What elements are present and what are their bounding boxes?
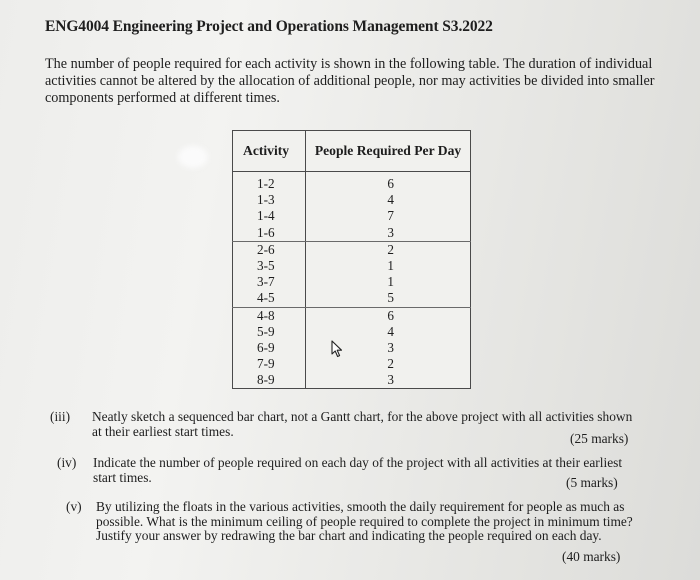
table-row (233, 192, 471, 208)
question-number: (v) (66, 499, 82, 514)
people-cell: 6 (306, 172, 471, 193)
table-row (233, 172, 471, 193)
table-row (233, 208, 471, 224)
activity-cell: 1-3 (233, 192, 306, 208)
table-row (233, 258, 471, 274)
table-row (233, 324, 471, 340)
activity-cell: 2-6 (233, 241, 306, 258)
question-text (92, 410, 632, 439)
header-people-required: People Required Per Day (306, 131, 471, 172)
people-cell: 7 (306, 208, 471, 224)
question-line: By utilizing the floats in the various activities, smooth the daily requirement for people as much as (96, 499, 625, 514)
header-activity: Activity (233, 131, 306, 172)
activity-cell: 1-6 (233, 225, 306, 242)
people-cell: 6 (306, 307, 471, 324)
question-line: Neatly sketch a sequenced bar chart, not a Gantt chart, for the above project with all activities shown (92, 409, 633, 424)
activity-cell: 3-7 (233, 274, 306, 290)
activity-cell: 4-5 (233, 290, 306, 307)
activity-cell: 5-9 (233, 324, 306, 340)
people-cell: 5 (306, 290, 471, 307)
question-line: Indicate the number of people required on each day of the project with all activities at their earliest (93, 455, 623, 470)
activity-cell: 7-9 (233, 356, 306, 372)
people-cell: 4 (306, 324, 471, 340)
activity-cell: 1-4 (233, 208, 306, 224)
people-cell: 3 (306, 225, 471, 242)
people-cell: 2 (306, 356, 471, 372)
marks-iii: (25 marks) (570, 431, 629, 446)
table-row (233, 340, 471, 356)
table-row (233, 307, 471, 324)
people-cell: 4 (306, 192, 471, 208)
marks-iv: (5 marks) (566, 475, 618, 490)
question-text (96, 500, 633, 544)
document-title: ENG4004 Engineering Project and Operations Management S3.2022 (45, 18, 493, 35)
table-row (233, 290, 471, 307)
question-text (93, 456, 622, 485)
table-row (233, 241, 471, 258)
activity-cell: 1-2 (233, 172, 306, 193)
people-required-table (232, 130, 471, 389)
activity-cell: 8-9 (233, 372, 306, 389)
table-row (233, 225, 471, 242)
people-cell: 3 (306, 340, 471, 356)
table-row (233, 372, 471, 389)
table-body (233, 172, 471, 389)
activity-cell: 6-9 (233, 340, 306, 356)
people-cell: 2 (306, 241, 471, 258)
question-number: (iii) (50, 409, 71, 424)
marks-v: (40 marks) (562, 549, 621, 564)
light-glare (178, 146, 208, 168)
table-row (233, 274, 471, 290)
question-line: start times. (93, 469, 152, 485)
people-cell: 3 (306, 372, 471, 389)
question-number: (iv) (57, 455, 77, 470)
activity-cell: 3-5 (233, 258, 306, 274)
table-row (233, 356, 471, 372)
question-line: Justify your answer by redrawing the bar chart and indicating the people required on each day. (96, 528, 602, 543)
people-cell: 1 (306, 258, 471, 274)
question-line: possible. What is the minimum ceiling of people required to complete the project in minimum time? (96, 513, 633, 529)
mouse-pointer-icon (330, 340, 346, 358)
activity-cell: 4-8 (233, 307, 306, 324)
question-line: at their earliest start times. (92, 423, 234, 439)
people-cell: 1 (306, 274, 471, 290)
intro-paragraph: The number of people required for each activity is shown in the following table. The duration of individual activities cannot be altered by the allocation of additional people, nor may activities be divided into smaller components performed at different times. (45, 56, 655, 106)
